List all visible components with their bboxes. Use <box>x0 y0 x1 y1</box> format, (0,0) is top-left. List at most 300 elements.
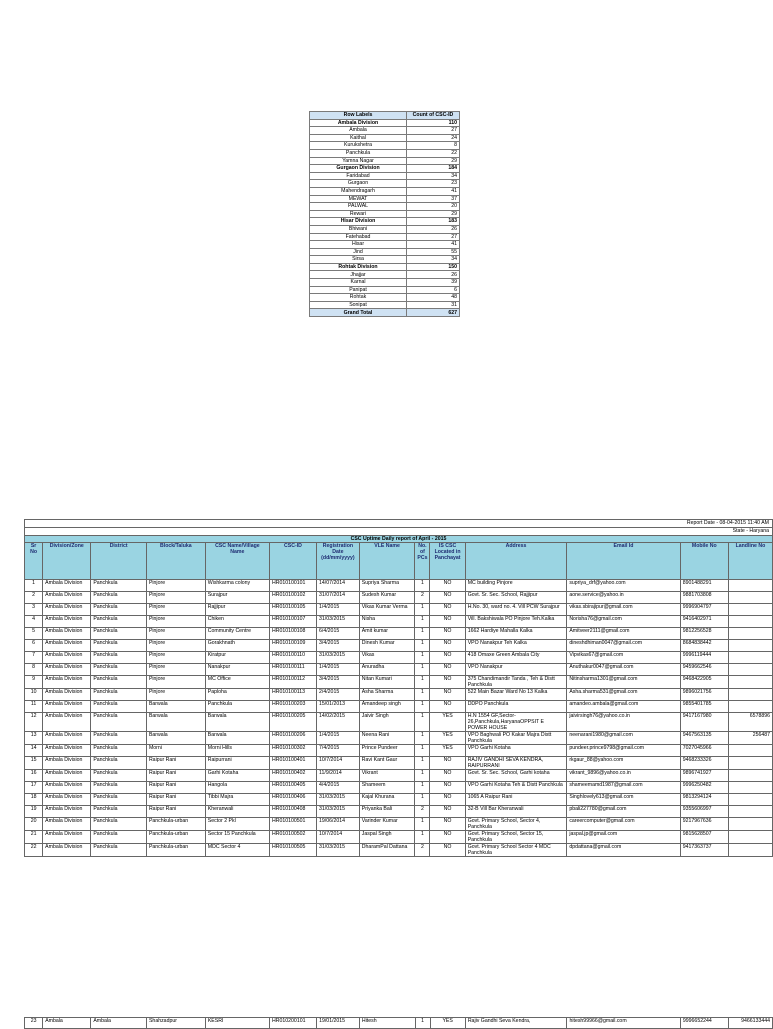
pivot-district-row <box>310 286 460 294</box>
table-cell: Pinjore <box>146 676 205 689</box>
table-cell: Amit kumar <box>359 628 415 640</box>
table-cell: HR010100502 <box>269 831 316 844</box>
report-state: State - Haryana <box>24 527 773 535</box>
pivot-division-row <box>310 165 460 173</box>
table-cell: 23 <box>25 1018 43 1029</box>
table-cell: VPO Nanakpur <box>465 664 567 676</box>
report-title-row <box>25 536 773 543</box>
table-cell: 9996250482 <box>680 782 728 794</box>
column-header: Sr No <box>25 543 43 580</box>
pivot-district-row <box>310 149 460 157</box>
table-cell: Barwala <box>146 713 205 732</box>
pivot-total-row <box>310 309 460 317</box>
table-cell <box>728 640 772 652</box>
table-cell: Panchkula <box>91 652 147 664</box>
table-cell: Anuthakur0047@gmail.com <box>567 664 680 676</box>
table-cell: Panchkula-urban <box>146 844 205 857</box>
table-cell: 18 <box>25 794 43 806</box>
table-cell: Rajiv Gandhi Seva Kendra, <box>465 1018 567 1029</box>
table-cell: Panchkula <box>91 640 147 652</box>
pivot-row-value: 48 <box>407 294 460 302</box>
table-cell: Ravi Kant Gaur <box>359 757 415 770</box>
pivot-row-label: Kaithal <box>310 134 407 142</box>
table-cell: 1/4/2015 <box>317 604 360 616</box>
table-cell: 7/4/2015 <box>317 745 360 757</box>
table-cell <box>728 604 772 616</box>
table-cell: Barwala <box>146 701 205 713</box>
table-cell: Morni Hills <box>205 745 269 757</box>
table-cell: supriya_drf@yahoo.com <box>567 580 680 592</box>
table-cell: 9996904797 <box>680 604 728 616</box>
table-cell: HR010100302 <box>269 745 316 757</box>
table-cell <box>728 770 772 782</box>
table-cell: HR010100401 <box>269 757 316 770</box>
report-header-row <box>25 543 773 580</box>
table-row <box>25 664 773 676</box>
table-cell: 6 <box>25 640 43 652</box>
table-cell: Ambala Division <box>43 732 91 745</box>
report-date: Report Date - 08-04-2015 11:40 AM <box>24 519 773 527</box>
pivot-row-label: Rewari <box>310 210 407 218</box>
table-cell: Panchkula <box>91 745 147 757</box>
table-cell <box>728 628 772 640</box>
table-row <box>25 770 773 782</box>
table-cell: 1 <box>25 580 43 592</box>
table-row <box>25 782 773 794</box>
table-cell: Panchkula-urban <box>146 818 205 831</box>
table-cell: Govt. Primary School Sector 4 MDC Panchkula <box>465 844 567 857</box>
table-cell: rkgaur_88@yahoo.com <box>567 757 680 770</box>
table-cell: 1 <box>415 701 430 713</box>
table-cell: 3 <box>25 604 43 616</box>
table-cell: 1 <box>415 628 430 640</box>
table-cell: Pinjore <box>146 689 205 701</box>
column-header: Block/Taluka <box>146 543 205 580</box>
table-cell: 9 <box>25 676 43 689</box>
pivot-row-value: 26 <box>407 225 460 233</box>
table-cell: 2 <box>25 592 43 604</box>
pivot-district-row <box>310 142 460 150</box>
table-cell: Nanakpur <box>205 664 269 676</box>
table-cell: 1 <box>415 757 430 770</box>
table-cell: Kiratpur <box>205 652 269 664</box>
table-cell: 21 <box>25 831 43 844</box>
pivot-row-value: 29 <box>407 157 460 165</box>
pivot-district-row <box>310 180 460 188</box>
table-cell: 8684838442 <box>680 640 728 652</box>
table-cell <box>728 580 772 592</box>
table-cell: HR010100113 <box>269 689 316 701</box>
table-cell: Nisha <box>359 616 415 628</box>
table-cell: HR010100206 <box>269 732 316 745</box>
table-cell: Panchkula <box>91 676 147 689</box>
table-cell: MC building Pinjore <box>465 580 567 592</box>
pivot-district-row <box>310 195 460 203</box>
table-cell: Vikas <box>359 652 415 664</box>
pivot-row-label: Rohtak <box>310 294 407 302</box>
table-cell: Anuradha <box>359 664 415 676</box>
table-cell: NO <box>430 640 465 652</box>
table-cell: 10/7/2014 <box>317 831 360 844</box>
table-cell: Pinjore <box>146 640 205 652</box>
pivot-district-row <box>310 233 460 241</box>
table-cell: 22 <box>25 844 43 857</box>
table-cell: Morni <box>146 745 205 757</box>
pivot-division-row <box>310 263 460 271</box>
table-cell: 10/7/2014 <box>317 757 360 770</box>
column-header: District <box>91 543 147 580</box>
table-cell: Panchkula <box>91 818 147 831</box>
table-cell: MDC Sector 4 <box>205 844 269 857</box>
table-cell: 1662 Hardiye Mahalla Kalka <box>465 628 567 640</box>
table-cell: 9416402971 <box>680 616 728 628</box>
table-cell: neenarani1980@gmail.com <box>567 732 680 745</box>
table-cell: 9813294124 <box>680 794 728 806</box>
table-cell: Ambala <box>91 1018 147 1029</box>
table-cell: Pinjore <box>146 664 205 676</box>
table-cell: Ambala Division <box>43 652 91 664</box>
table-cell: HR010100107 <box>269 616 316 628</box>
table-cell: Wishkarma colony <box>205 580 269 592</box>
table-cell: 1 <box>415 770 430 782</box>
table-cell: Govt. Primary School, Sector 15, Panchkula <box>465 831 567 844</box>
table-cell: Panchkula <box>91 831 147 844</box>
table-cell <box>728 794 772 806</box>
table-cell: Neena Rani <box>359 732 415 745</box>
table-cell: RAJIV GANDHI SEVA KENDRA, RAIPURRANI <box>465 757 567 770</box>
table-cell: HR010200101 <box>270 1018 317 1029</box>
pivot-row-label: Jhajjar <box>310 271 407 279</box>
table-cell: Supriya Sharma <box>359 580 415 592</box>
pivot-district-row <box>310 210 460 218</box>
pivot-header-count: Count of CSC-ID <box>407 112 460 120</box>
table-cell: 9996652244 <box>680 1018 728 1029</box>
table-cell <box>728 831 772 844</box>
table-cell: Chiken <box>205 616 269 628</box>
table-cell: Barwala <box>205 713 269 732</box>
table-cell: Norisha76@gmail.com <box>567 616 680 628</box>
csc-report <box>24 519 773 857</box>
pivot-row-value: 183 <box>407 218 460 226</box>
table-cell: HR010100102 <box>269 592 316 604</box>
table-cell: Jaivir Singh <box>359 713 415 732</box>
table-cell: Panchkula <box>91 713 147 732</box>
table-cell: 1 <box>415 1018 430 1029</box>
table-cell: NO <box>430 806 465 818</box>
table-cell: 31/03/2015 <box>317 794 360 806</box>
pivot-district-row <box>310 187 460 195</box>
table-cell: Ambala Division <box>43 580 91 592</box>
table-cell: jaspal.jp@gmail.com <box>567 831 680 844</box>
table-cell: 9468233326 <box>680 757 728 770</box>
table-cell: 3/4/2015 <box>317 676 360 689</box>
table-cell: 1 <box>415 664 430 676</box>
table-cell: HR010100101 <box>269 580 316 592</box>
table-cell: 1065 A Raipur Rani <box>465 794 567 806</box>
table-cell: NO <box>430 844 465 857</box>
pivot-row-label: MEWAT <box>310 195 407 203</box>
table-cell: 9855401785 <box>680 701 728 713</box>
table-cell: Panchkula <box>91 580 147 592</box>
table-cell: 15/01/2013 <box>317 701 360 713</box>
table-cell: 31/03/2015 <box>317 844 360 857</box>
table-cell: 31/03/2015 <box>317 806 360 818</box>
table-cell: Sudesh Kumar <box>359 592 415 604</box>
table-cell: Barwala <box>146 732 205 745</box>
column-header: Email Id <box>567 543 680 580</box>
table-cell: HR010100110 <box>269 652 316 664</box>
table-cell: Panchkula <box>91 628 147 640</box>
table-cell: NO <box>430 652 465 664</box>
table-cell: 14 <box>25 745 43 757</box>
table-cell: Ambala Division <box>43 831 91 844</box>
table-cell <box>728 745 772 757</box>
table-row <box>25 713 773 732</box>
table-row <box>25 745 773 757</box>
pivot-row-value: 6 <box>407 286 460 294</box>
table-cell: Dinesh Kumar <box>359 640 415 652</box>
pivot-division-row <box>310 218 460 226</box>
column-header: VLE Name <box>359 543 415 580</box>
pivot-row-label: Hisar <box>310 241 407 249</box>
table-cell: Asha.sharma531@gmail.com <box>567 689 680 701</box>
table-cell: H.No. 30, ward no. 4. Vill PCW Surajpur <box>465 604 567 616</box>
table-cell: Shameem <box>359 782 415 794</box>
table-cell: Sector 2 Pkl <box>205 818 269 831</box>
table-cell: 9812256528 <box>680 628 728 640</box>
table-cell: 20 <box>25 818 43 831</box>
table-cell: aone.service@yahoo.in <box>567 592 680 604</box>
table-cell: 1/4/2015 <box>317 664 360 676</box>
table-cell: Panchkula <box>91 806 147 818</box>
table-cell <box>728 676 772 689</box>
table-cell: Ambala Division <box>43 757 91 770</box>
column-header: No. of PCs <box>415 543 430 580</box>
table-cell: Vipvikas67@gmail.com <box>567 652 680 664</box>
pivot-district-row <box>310 127 460 135</box>
table-cell: Ambala Division <box>43 604 91 616</box>
pivot-row-label: Mahendragarh <box>310 187 407 195</box>
table-cell: pbali227780@gmail.com <box>567 806 680 818</box>
table-cell: Vikas Kumar Verma <box>359 604 415 616</box>
table-cell: HR010100408 <box>269 806 316 818</box>
table-row <box>25 616 773 628</box>
table-cell: 375 Chandimandir Tanda , Teh & Distt Panchkula <box>465 676 567 689</box>
pivot-row-value: 39 <box>407 279 460 287</box>
pivot-row-value: 29 <box>407 210 460 218</box>
table-cell: YES <box>430 732 465 745</box>
table-cell: 11/9/2014 <box>317 770 360 782</box>
table-cell: 9355606997 <box>680 806 728 818</box>
table-cell: 1 <box>415 604 430 616</box>
pivot-district-row <box>310 248 460 256</box>
table-cell: 1/4/2015 <box>317 732 360 745</box>
table-cell: 1 <box>415 616 430 628</box>
table-cell: Vill. Bakshiwala PO Pinjore Teh.Kalka <box>465 616 567 628</box>
table-cell: Govt. Sr. Sec. School, Garhi kotaha <box>465 770 567 782</box>
table-cell <box>728 689 772 701</box>
table-cell: 15 <box>25 757 43 770</box>
table-cell: vikas.sbirajipur@gmail.com <box>567 604 680 616</box>
table-cell: 256487 <box>728 732 772 745</box>
table-cell: VPO Nanakpur Teh Kalka <box>465 640 567 652</box>
table-cell: 19/01/2015 <box>317 1018 360 1029</box>
table-row <box>25 689 773 701</box>
table-cell: 2 <box>415 592 430 604</box>
table-cell: HR010100203 <box>269 701 316 713</box>
table-row <box>25 844 773 857</box>
table-cell <box>728 664 772 676</box>
table-cell: 9417363737 <box>680 844 728 857</box>
table-cell: Raipur Rani <box>146 794 205 806</box>
pivot-row-label: Ambala <box>310 127 407 135</box>
report-next-page <box>24 1017 773 1029</box>
table-cell: dpdattana@gmail.com <box>567 844 680 857</box>
table-cell: 7027045966 <box>680 745 728 757</box>
table-cell: 19 <box>25 806 43 818</box>
table-cell: 9996119444 <box>680 652 728 664</box>
table-cell: 9468422905 <box>680 676 728 689</box>
table-row <box>25 806 773 818</box>
pivot-district-row <box>310 172 460 180</box>
table-cell: DDPO Panchkula <box>465 701 567 713</box>
table-cell <box>728 592 772 604</box>
table-cell: NO <box>430 616 465 628</box>
report-title: CSC Uptime Daily report of April - 2015 <box>25 536 773 543</box>
column-header: IS CSC Located in Panchayat <box>430 543 465 580</box>
table-cell: 9815628507 <box>680 831 728 844</box>
pivot-district-row <box>310 225 460 233</box>
table-cell: Surajpur <box>205 592 269 604</box>
table-row <box>25 580 773 592</box>
report-body <box>25 580 773 857</box>
pivot-row-label: Jind <box>310 248 407 256</box>
table-cell: Ambala Division <box>43 794 91 806</box>
table-row <box>25 640 773 652</box>
table-cell: Amandeep singh <box>359 701 415 713</box>
table-cell: 2/4/2015 <box>317 689 360 701</box>
column-header: Mobile No <box>680 543 728 580</box>
pivot-row-value: 34 <box>407 172 460 180</box>
pivot-header-row <box>310 112 460 120</box>
table-cell: 1 <box>415 745 430 757</box>
table-cell: 1 <box>415 782 430 794</box>
pivot-row-label: Rohtak Division <box>310 263 407 271</box>
table-row <box>25 701 773 713</box>
table-cell: Panchkula <box>91 782 147 794</box>
pivot-row-value: 22 <box>407 149 460 157</box>
table-cell: Ambala Division <box>43 628 91 640</box>
table-cell: Raipur Rani <box>146 782 205 794</box>
pivot-row-value: 55 <box>407 248 460 256</box>
table-cell: NO <box>430 592 465 604</box>
table-cell: Pinjore <box>146 592 205 604</box>
table-cell: Ambala Division <box>43 701 91 713</box>
table-cell: Vikrant <box>359 770 415 782</box>
pivot-row-value: 23 <box>407 180 460 188</box>
pivot-row-label: Sonipat <box>310 301 407 309</box>
table-cell: Ambala Division <box>43 818 91 831</box>
table-cell: NO <box>430 757 465 770</box>
table-cell: 16 <box>25 770 43 782</box>
table-cell: Barwala <box>205 732 269 745</box>
table-cell: Prince Pundeer <box>359 745 415 757</box>
table-cell: Gorakhnath <box>205 640 269 652</box>
pivot-row-label: Faridabad <box>310 172 407 180</box>
table-cell: Panchkula <box>91 732 147 745</box>
table-cell: shameemamd1987@gmail.com <box>567 782 680 794</box>
table-cell: 19/06/2014 <box>317 818 360 831</box>
table-row <box>25 818 773 831</box>
pivot-row-label: Gurgaon Division <box>310 165 407 173</box>
table-cell: NO <box>430 628 465 640</box>
table-cell: NO <box>430 689 465 701</box>
table-cell: 8 <box>25 664 43 676</box>
pivot-district-row <box>310 134 460 142</box>
table-cell: 9881703808 <box>680 592 728 604</box>
table-cell: Raipurrani <box>205 757 269 770</box>
table-cell: Panchkula <box>91 757 147 770</box>
table-cell: 8901488291 <box>680 580 728 592</box>
table-cell: Sector 15 Panchkula <box>205 831 269 844</box>
table-cell: 1 <box>415 652 430 664</box>
table-cell: careercomputer@gmail.com <box>567 818 680 831</box>
table-cell: Amitveer2111@gmail.com <box>567 628 680 640</box>
table-cell: Hangola <box>205 782 269 794</box>
table-cell: Panchkula <box>91 794 147 806</box>
table-cell: NO <box>430 831 465 844</box>
table-cell: Panchkula <box>91 616 147 628</box>
table-cell: Pinjore <box>146 616 205 628</box>
table-cell: HR010100405 <box>269 782 316 794</box>
table-cell: HR010100205 <box>269 713 316 732</box>
table-cell: 9467563135 <box>680 732 728 745</box>
table-cell <box>728 818 772 831</box>
table-cell: Panchkula <box>91 770 147 782</box>
table-cell: YES <box>430 745 465 757</box>
table-cell: 14/07/2014 <box>317 580 360 592</box>
pivot-row-value: 31 <box>407 301 460 309</box>
table-cell: 1 <box>415 640 430 652</box>
pivot-division-row <box>310 119 460 127</box>
table-cell: 522 Main Bazar Ward No 13 Kalka <box>465 689 567 701</box>
table-cell: 1 <box>415 818 430 831</box>
pivot-district-row <box>310 157 460 165</box>
table-cell: Jaspal Singh <box>359 831 415 844</box>
pivot-row-label: Sirsa <box>310 256 407 264</box>
table-cell: Panchkula <box>91 664 147 676</box>
table-cell: 17 <box>25 782 43 794</box>
pivot-district-row <box>310 203 460 211</box>
table-cell: HR010100111 <box>269 664 316 676</box>
pivot-row-value: 8 <box>407 142 460 150</box>
table-cell: 31/03/2015 <box>317 616 360 628</box>
table-cell: Priyanka Bali <box>359 806 415 818</box>
table-cell: 9896741927 <box>680 770 728 782</box>
table-cell: Ambala Division <box>43 745 91 757</box>
table-cell: Raipur Rani <box>146 770 205 782</box>
column-header: Registration Date (dd/mm/yyyy) <box>317 543 360 580</box>
table-cell: Tibbi Majra <box>205 794 269 806</box>
table-cell: NO <box>430 580 465 592</box>
table-cell: Panchkula <box>91 701 147 713</box>
pivot-row-label: Panipat <box>310 286 407 294</box>
table-cell: 32-B Vill Bar Kheranwali <box>465 806 567 818</box>
table-cell <box>728 782 772 794</box>
table-cell: HR010100402 <box>269 770 316 782</box>
table-cell: 5 <box>25 628 43 640</box>
table-cell: jaivirsingh76@yahoo.co.in <box>567 713 680 732</box>
